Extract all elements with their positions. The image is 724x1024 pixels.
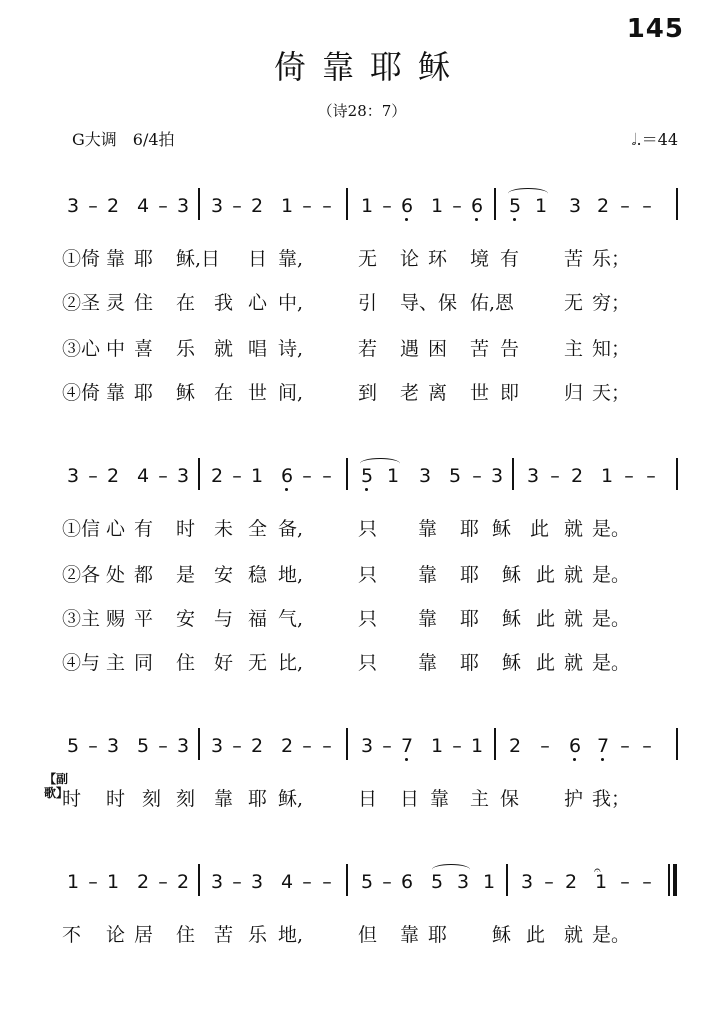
lyric-row — [62, 648, 682, 676]
dash: – — [382, 871, 392, 893]
dash: – — [88, 465, 98, 487]
final-barline — [668, 864, 670, 896]
note: 3 — [210, 735, 224, 757]
lyric: 离 — [428, 382, 448, 404]
lyric: 喜 — [134, 338, 154, 360]
lyric: 稣,日 — [176, 248, 221, 270]
note-low: 5 — [358, 466, 376, 486]
lyric: 稣, — [278, 788, 304, 810]
lyric: 老 — [400, 382, 420, 404]
dash: – — [232, 735, 242, 757]
lyric-row — [62, 244, 682, 272]
lyric: 耶 — [460, 652, 480, 674]
note: 2 — [106, 195, 120, 217]
lyric-row — [62, 288, 682, 316]
dash: – — [232, 465, 242, 487]
lyric: 在 — [176, 292, 196, 314]
note: 6 — [400, 871, 414, 893]
dash: – — [382, 195, 392, 217]
chorus-label: 【副歌】 — [44, 772, 69, 800]
tempo-value: .＝44 — [636, 130, 678, 149]
lyric: 归 — [564, 382, 584, 404]
lyric: 刻 — [176, 788, 196, 810]
lyric: 与 — [214, 608, 234, 630]
lyric: 只 — [358, 608, 378, 630]
lyric: 心 — [106, 518, 126, 540]
dash: – — [158, 195, 168, 217]
lyric: 乐； — [592, 248, 631, 270]
lyric: 耶 — [134, 248, 154, 270]
lyric: 诗, — [278, 338, 304, 360]
lyric: 唱 — [248, 338, 268, 360]
lyric: 只 — [358, 564, 378, 586]
lyric: ③主 — [62, 608, 101, 630]
lyric-row — [62, 604, 682, 632]
lyric: 我； — [592, 788, 631, 810]
note: 3 — [176, 195, 190, 217]
barline — [512, 458, 514, 490]
dash: – — [620, 871, 630, 893]
note: 2 — [596, 195, 610, 217]
lyric: 稣 — [502, 652, 522, 674]
dash: – — [322, 871, 332, 893]
note: 1 — [600, 465, 614, 487]
note: 2 — [564, 871, 578, 893]
lyric: 论 — [106, 924, 126, 946]
lyric: 是。 — [592, 924, 631, 946]
dash: – — [302, 195, 312, 217]
dash: – — [88, 871, 98, 893]
lyric: 靠 — [214, 788, 234, 810]
lyric-row — [62, 514, 682, 542]
note: 4 — [136, 195, 150, 217]
note: 2 — [136, 871, 150, 893]
note-with-fermata: 𝄐 1 — [592, 872, 610, 892]
lyric: 稣 — [502, 608, 522, 630]
lyric: 全 — [248, 518, 268, 540]
dash: – — [382, 735, 392, 757]
lyric: 是。 — [592, 564, 631, 586]
note: 3 — [456, 871, 470, 893]
lyric: 论 — [400, 248, 420, 270]
lyric: 遇 — [400, 338, 420, 360]
lyric: 耶 — [428, 924, 448, 946]
lyric: 苦 — [214, 924, 234, 946]
note: 2 — [250, 195, 264, 217]
lyric: 好 — [214, 652, 234, 674]
note-low: 6 — [468, 196, 486, 216]
note: 3 — [176, 465, 190, 487]
note: 1 — [280, 195, 294, 217]
note: 3 — [176, 735, 190, 757]
lyric: 中 — [106, 338, 126, 360]
lyric: 即 — [500, 382, 520, 404]
barline — [676, 728, 678, 760]
dash: – — [624, 465, 634, 487]
dash: – — [544, 871, 554, 893]
lyric: 环 — [428, 248, 448, 270]
lyric: ①倚 — [62, 248, 101, 270]
lyric: 靠 — [106, 248, 126, 270]
lyric: 是 — [176, 564, 196, 586]
lyric: 耶 — [460, 564, 480, 586]
lyric: 无 — [358, 248, 378, 270]
barline — [506, 864, 508, 896]
lyric: 备, — [278, 518, 304, 540]
lyric: 知； — [592, 338, 631, 360]
note: 3 — [526, 465, 540, 487]
dash: – — [642, 871, 652, 893]
lyric: 日 — [248, 248, 268, 270]
lyric: 稣 — [176, 382, 196, 404]
note: 4 — [280, 871, 294, 893]
note: 1 — [430, 735, 444, 757]
lyric: 苦 — [470, 338, 490, 360]
lyric: 耶 — [248, 788, 268, 810]
lyric: 住 — [134, 292, 154, 314]
lyric: ④与 — [62, 652, 101, 674]
dash: – — [540, 735, 550, 757]
lyric: 保 — [500, 788, 520, 810]
lyric: 稣 — [502, 564, 522, 586]
dash: – — [322, 735, 332, 757]
lyric: 靠 — [400, 924, 420, 946]
lyric-row — [62, 920, 682, 948]
lyric: ②各 — [62, 564, 101, 586]
lyric: 间, — [278, 382, 304, 404]
note: 3 — [568, 195, 582, 217]
note: 3 — [66, 195, 80, 217]
lyric: 气, — [278, 608, 304, 630]
dash: – — [452, 735, 462, 757]
lyric: 处 — [106, 564, 126, 586]
page-title: 倚靠耶稣 — [273, 48, 466, 86]
dash: – — [642, 195, 652, 217]
lyric: 导、保 — [400, 292, 458, 314]
lyric: 到 — [358, 382, 378, 404]
lyric: 此 — [526, 924, 546, 946]
dash: – — [620, 735, 630, 757]
lyric: 稳 — [248, 564, 268, 586]
dash: – — [88, 735, 98, 757]
lyric: 时 — [62, 788, 82, 810]
lyric: 告 — [500, 338, 520, 360]
dash: – — [302, 735, 312, 757]
note: 3 — [66, 465, 80, 487]
lyric-row — [62, 334, 682, 362]
lyric: 心 — [248, 292, 268, 314]
note: 3 — [210, 871, 224, 893]
lyric-row — [62, 784, 682, 812]
note: 2 — [280, 735, 294, 757]
lyric: 就 — [214, 338, 234, 360]
lyric: 无 — [248, 652, 268, 674]
note-low: 6 — [398, 196, 416, 216]
lyric: 世 — [470, 382, 490, 404]
barline — [676, 188, 678, 220]
note: 5 — [66, 735, 80, 757]
note: 1 — [430, 195, 444, 217]
lyric: 在 — [214, 382, 234, 404]
music-row-1 — [60, 186, 682, 226]
lyric: 就 — [564, 924, 584, 946]
dash: – — [302, 465, 312, 487]
dash: – — [646, 465, 656, 487]
note: 1 — [534, 195, 548, 217]
lyric: 住 — [176, 652, 196, 674]
note: 1 — [470, 735, 484, 757]
lyric: 此 — [536, 608, 556, 630]
note: 1 — [66, 871, 80, 893]
note: 3 — [520, 871, 534, 893]
lyric: 此 — [530, 518, 550, 540]
lyric: 居 — [134, 924, 154, 946]
note: 2 — [176, 871, 190, 893]
lyric: 未 — [214, 518, 234, 540]
lyric: 时 — [106, 788, 126, 810]
barline — [198, 864, 200, 896]
lyric: 赐 — [106, 608, 126, 630]
lyric: 有 — [134, 518, 154, 540]
lyric: ④倚 — [62, 382, 101, 404]
note: 1 — [482, 871, 496, 893]
lyric: 困 — [428, 338, 448, 360]
lyric: 佑,恩 — [470, 292, 515, 314]
barline — [198, 188, 200, 220]
lyric: ①信 — [62, 518, 101, 540]
lyric: 靠 — [418, 564, 438, 586]
lyric: 我 — [214, 292, 234, 314]
lyric: 靠 — [418, 518, 438, 540]
lyric: 福 — [248, 608, 268, 630]
note: 2 — [570, 465, 584, 487]
note: 4 — [136, 465, 150, 487]
lyric: 稣 — [492, 518, 512, 540]
barline — [676, 458, 678, 490]
dash: – — [158, 871, 168, 893]
music-row-3 — [60, 726, 682, 766]
lyric: 日 — [400, 788, 420, 810]
lyric: 是。 — [592, 608, 631, 630]
lyric: 同 — [134, 652, 154, 674]
note: 5 — [430, 871, 444, 893]
lyric: 是。 — [592, 652, 631, 674]
lyric: 护 — [564, 788, 584, 810]
lyric: 就 — [564, 564, 584, 586]
lyric: 地, — [278, 924, 304, 946]
lyric: 但 — [358, 924, 378, 946]
lyric: 稣 — [492, 924, 512, 946]
lyric: 穷； — [592, 292, 631, 314]
lyric: 引 — [358, 292, 378, 314]
lyric: 靠 — [106, 382, 126, 404]
note-low: 7 — [594, 736, 612, 756]
lyric: 世 — [248, 382, 268, 404]
lyric: 靠 — [418, 652, 438, 674]
lyric: 天； — [592, 382, 631, 404]
lyric: 主 — [470, 788, 490, 810]
dash: – — [232, 195, 242, 217]
dash: – — [620, 195, 630, 217]
lyric: 安 — [214, 564, 234, 586]
lyric: 只 — [358, 652, 378, 674]
lyric: ②圣 — [62, 292, 101, 314]
key-and-meter: G大调 6/4拍 — [72, 130, 175, 149]
note: 3 — [106, 735, 120, 757]
dash: – — [550, 465, 560, 487]
lyric: 乐 — [248, 924, 268, 946]
note: 1 — [386, 465, 400, 487]
barline — [346, 864, 348, 896]
lyric: 只 — [358, 518, 378, 540]
lyric: 无 — [564, 292, 584, 314]
lyric: 中, — [278, 292, 304, 314]
barline — [198, 458, 200, 490]
lyric: 此 — [536, 564, 556, 586]
lyric: 平 — [134, 608, 154, 630]
barline — [494, 188, 496, 220]
lyric: 刻 — [142, 788, 162, 810]
dash: – — [232, 871, 242, 893]
lyric: 境 — [470, 248, 490, 270]
note-low: 6 — [566, 736, 584, 756]
lyric: ③心 — [62, 338, 101, 360]
note: 5 — [448, 465, 462, 487]
lyric: 住 — [176, 924, 196, 946]
lyric: 地, — [278, 564, 304, 586]
lyric: 时 — [176, 518, 196, 540]
dash: – — [322, 465, 332, 487]
note: 3 — [490, 465, 504, 487]
dash: – — [642, 735, 652, 757]
lyric: 靠, — [278, 248, 304, 270]
note: 3 — [360, 735, 374, 757]
tempo-marking — [631, 127, 678, 150]
dash: – — [472, 465, 482, 487]
note: 5 — [360, 871, 374, 893]
lyric: 就 — [564, 608, 584, 630]
lyric: 有 — [500, 248, 520, 270]
note-low: 7 — [398, 736, 416, 756]
lyric: 若 — [358, 338, 378, 360]
note: 1 — [360, 195, 374, 217]
dash: – — [322, 195, 332, 217]
barline — [346, 188, 348, 220]
lyric: 安 — [176, 608, 196, 630]
note: 2 — [250, 735, 264, 757]
note-low: 5 — [506, 196, 524, 216]
note: 5 — [136, 735, 150, 757]
music-row-2 — [60, 456, 682, 496]
lyric: 乐 — [176, 338, 196, 360]
lyric: 比, — [278, 652, 304, 674]
dash: – — [158, 465, 168, 487]
lyric: 主 — [564, 338, 584, 360]
barline — [346, 458, 348, 490]
note: 3 — [210, 195, 224, 217]
note: 1 — [250, 465, 264, 487]
lyric: 是。 — [592, 518, 631, 540]
barline — [198, 728, 200, 760]
note-low: 6 — [278, 466, 296, 486]
lyric: 灵 — [106, 292, 126, 314]
lyric: 主 — [106, 652, 126, 674]
lyric: 耶 — [460, 518, 480, 540]
lyric: 苦 — [564, 248, 584, 270]
lyric: 靠 — [430, 788, 450, 810]
dash: – — [452, 195, 462, 217]
barline — [346, 728, 348, 760]
lyric: 靠 — [418, 608, 438, 630]
lyric: 就 — [564, 518, 584, 540]
dash: – — [302, 871, 312, 893]
note: 3 — [250, 871, 264, 893]
dash: – — [158, 735, 168, 757]
note: 2 — [508, 735, 522, 757]
barline — [494, 728, 496, 760]
lyric: 耶 — [134, 382, 154, 404]
lyric-row — [62, 560, 682, 588]
half-note-icon: 𝅗𝅥 — [631, 130, 637, 149]
note: 1 — [106, 871, 120, 893]
note: 2 — [210, 465, 224, 487]
note: 3 — [418, 465, 432, 487]
lyric-row — [62, 378, 682, 406]
music-row-4 — [60, 862, 682, 902]
lyric: 日 — [358, 788, 378, 810]
lyric: 此 — [536, 652, 556, 674]
lyric: 就 — [564, 652, 584, 674]
note: 2 — [106, 465, 120, 487]
scripture-reference: （诗28：7） — [317, 102, 407, 120]
lyric: 都 — [134, 564, 154, 586]
lyric: 不 — [62, 924, 82, 946]
lyric: 耶 — [460, 608, 480, 630]
page-number: 145 — [626, 14, 684, 44]
dash: – — [88, 195, 98, 217]
